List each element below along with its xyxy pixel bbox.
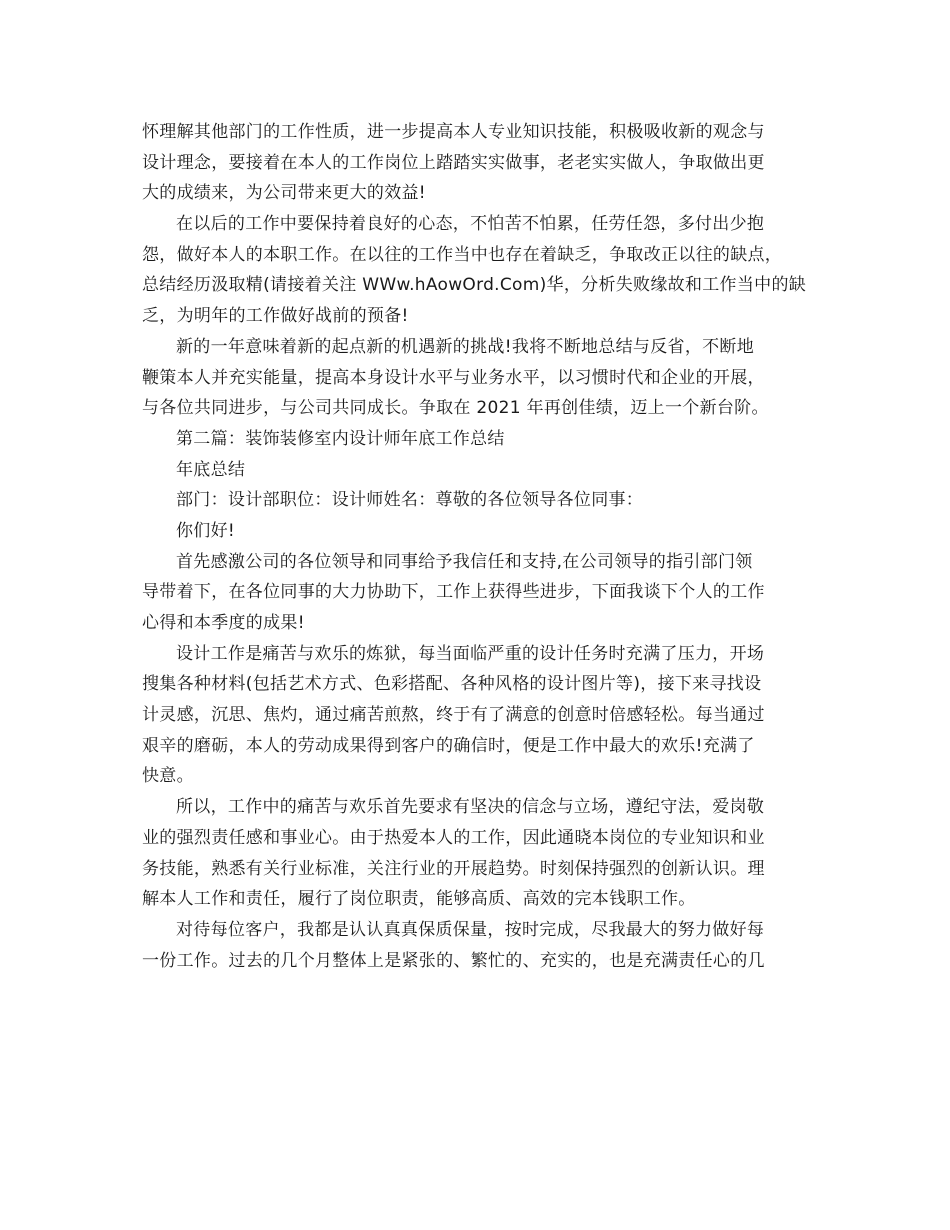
text-line: 计灵感，沉思、焦灼，通过痛苦煎熬，终于有了满意的创意时倍感轻松。每当通过	[142, 705, 765, 726]
text-line: 在以后的工作中要保持着良好的心态，不怕苦不怕累，任劳任怨，多付出少抱	[176, 214, 765, 235]
text-line: 你们好!	[176, 520, 236, 541]
text-line: 对待每位客户，我都是认认真真保质保量，按时完成，尽我最大的努力做好每	[176, 919, 765, 940]
text-line: 怀理解其他部门的工作性质，进一步提高本人专业知识技能，积极吸收新的观念与	[142, 122, 765, 142]
paragraph	[142, 639, 818, 792]
text-line: 怨，做好本人的本职工作。在以往的工作当中也存在着缺乏，争取改正以往的缺点，	[142, 244, 783, 265]
paragraph	[142, 792, 818, 915]
text-line: 设计工作是痛苦与欢乐的炼狱，每当面临严重的设计任务时充满了压力，开场	[176, 643, 765, 664]
text-line: 设计理念，要接着在本人的工作岗位上踏踏实实做事，老老实实做人，争取做出更	[142, 152, 765, 173]
text-line: 大的成绩来，为公司带来更大的效益!	[142, 183, 426, 204]
text-line: 解本人工作和责任，履行了岗位职责，能够高质、高效的完本钱职工作。	[142, 889, 696, 910]
text-line: 一份工作。过去的几个月整体上是紧张的、繁忙的、充实的，也是充满责任心的几	[142, 950, 765, 971]
text-line: 艰辛的磨砺，本人的劳动成果得到客户的确信时，便是工作中最大的欢乐!充满了	[142, 735, 755, 756]
text-line: 年底总结	[176, 459, 246, 480]
text-line: 所以，工作中的痛苦与欢乐首先要求有坚决的信念与立场，遵纪守法，爱岗敬	[176, 797, 765, 818]
paragraph	[142, 332, 818, 424]
paragraph	[142, 547, 818, 639]
text-line: 部门：设计部职位：设计师姓名：尊敬的各位领导各位同事：	[176, 490, 644, 511]
paragraph	[142, 455, 818, 486]
text-line: 心得和本季度的成果!	[142, 613, 305, 633]
paragraph	[142, 209, 818, 332]
text-line: 导带着下，在各位同事的大力协助下，工作上获得些进步，下面我谈下个人的工作	[142, 582, 765, 603]
text-line: 新的一年意味着新的起点新的机遇新的挑战!我将不断地总结与反省，不断地	[176, 336, 755, 357]
text-line: 首先感激公司的各位领导和同事给予我信任和支持,在公司领导的指引部门领	[176, 551, 753, 572]
paragraph	[142, 915, 818, 976]
document-body	[142, 117, 818, 976]
paragraph	[142, 117, 818, 209]
paragraph	[142, 516, 818, 547]
text-line: 快意。	[142, 766, 194, 787]
paragraph	[142, 485, 818, 516]
text-line: 与各位共同进步，与公司共同成长。争取在 2021 年再创佳绩，迈上一个新台阶。	[142, 398, 769, 419]
text-line: 务技能，熟悉有关行业标准，关注行业的开展趋势。时刻保持强烈的创新认识。理	[142, 858, 765, 879]
text-line: 鞭策本人并充实能量，提高本身设计水平与业务水平，以习惯时代和企业的开展，	[142, 367, 765, 388]
text-line: 搜集各种材料(包括艺术方式、色彩搭配、各种风格的设计图片等)，接下来寻找设	[142, 674, 762, 695]
paragraph	[142, 424, 818, 455]
text-line: 业的强烈责任感和事业心。由于热爱本人的工作，因此通晓本岗位的专业知识和业	[142, 827, 765, 848]
text-line: 第二篇：装饰装修室内设计师年底工作总结	[176, 428, 505, 449]
text-line: 乏，为明年的工作做好战前的预备!	[142, 306, 409, 327]
text-line: 总结经历汲取精(请接着关注 WWw.hAowOrd.Com)华，分析失败缘故和工作当中的缺	[142, 275, 807, 296]
